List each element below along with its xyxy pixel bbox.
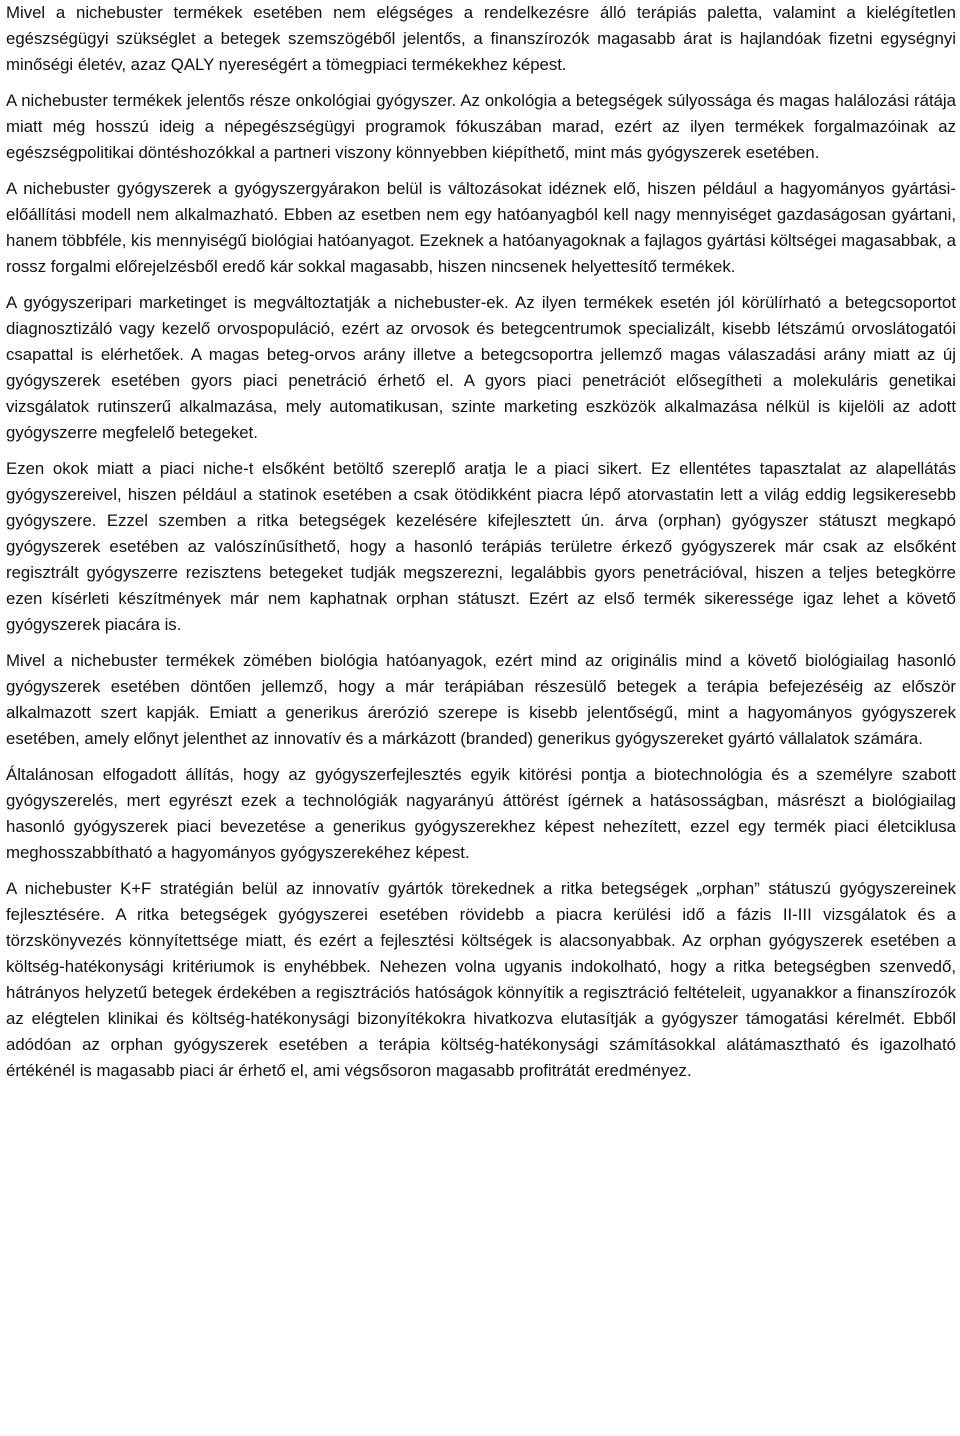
- paragraph-first-mover: Ezen okok miatt a piaci niche-t elsőként betöltő szereplő aratja le a piaci sikert. Ez ellentétes tapasztalat az alapellátás gyógyszereivel, hiszen például a statinok esetében a csak ötödikként piacra lépő atorvastatin lett a világ eddig legsikeresebb gyógyszere. Ezzel szemben a ritka betegségek kezelésére kifejlesztett ún. árva (orphan) gyógyszer státuszt megkapó gyógyszerek esetében az valószínűsíthető, hogy a hasonló terápiás területre érkező gyógyszerek már csak az elsőként regisztrált gyógyszerre rezisztens betegeket tudják megszerezni, legalábbis gyors penetrációval, hiszen a teljes betegkörre ezen kísérleti készítmények már nem kaphatnak orphan státuszt. Ezért az első termék sikeressége igaz lehet a követő gyógyszerek piacára is.: [6, 459, 956, 634]
- paragraph-orphan-drugs: A nichebuster K+F stratégián belül az innovatív gyártók törekednek a ritka betegségek „orphan” státuszú gyógyszereinek fejlesztésére. A ritka betegségek gyógyszerei esetében rövidebb a piacra kerülési idő a fázis II-III vizsgálatok és a törzskönyvezés könnyítettsége miatt, és ezért a fejlesztési költségek is alacsonyabbak. Az orphan gyógyszerek esetében a költség-hatékonysági kritériumok is enyhébbek. Nehezen volna ugyanis indokolható, hogy a ritka betegségben szenvedő, hátrányos helyzetű betegek érdekében a regisztrációs hatóságok könnyítik a regisztráció feltételeit, ugyanakkor a finanszírozók az elégtelen klinikai és költség-hatékonysági bizonyítékokra hivatkozva elutasítják a gyógyszer támogatási kérelmét. Ebből adódóan az orphan gyógyszerek esetében a terápia költség-hatékonysági számításokkal alátámasztható és igazolható értékénél is magasabb piaci ár érhető el, ami végsősoron magasabb profitrátát eredményez.: [6, 879, 956, 1080]
- paragraph-biologics-erosion: Mivel a nichebuster termékek zömében biológia hatóanyagok, ezért mind az originális mind a követő biológiailag hasonló gyógyszerek esetében döntően jellemző, hogy a már terápiában részesülő betegek a terápia befejezéséig az először alkalmazott szert kapják. Emiatt a generikus árerózió szerepe is kisebb jelentőségű, mint a hagyományos gyógyszerek esetében, amely előnyt jelenthet az innovatív és a márkázott (branded) generikus gyógyszereket gyártó vállalatok számára.: [6, 651, 956, 748]
- paragraph-biotechnology: Általánosan elfogadott állítás, hogy az gyógyszerfejlesztés egyik kitörési pontja a biotechnológia és a személyre szabott gyógyszerelés, mert egyrészt ezek a technológiák nagyarányú áttörést ígérnek a hatásosságban, másrészt a biológiailag hasonló gyógyszerek piaci bevezetése a generikus gyógyszerekhez képest nehezített, ezzel egy termék piaci életciklusa meghosszabbítható a hagyományos gyógyszerekéhez képest.: [6, 765, 956, 862]
- paragraph-marketing: A gyógyszeripari marketinget is megváltoztatják a nichebuster-ek. Az ilyen termékek esetén jól körülírható a betegcsoportot diagnosztizáló vagy kezelő orvospopuláció, ezért az orvosok és betegcentrumok specializált, kisebb létszámú orvoslátogatói csapattal is elérhetőek. A magas beteg-orvos arány illetve a betegcsoportra jellemző magas válaszadási arány miatt az új gyógyszerek esetében gyors piaci penetráció érhető el. A gyors piaci penetrációt elősegítheti a molekuláris genetikai vizsgálatok rutinszerű alkalmazása, mely automatikusan, szinte marketing eszközök alkalmazása nélkül is kijelöli az adott gyógyszerre megfelelő betegeket.: [6, 293, 956, 442]
- paragraph-qaly-pricing: Mivel a nichebuster termékek esetében nem elégséges a rendelkezésre álló terápiás paletta, valamint a kielégítetlen egészségügyi szükséglet a betegek szemszögéből jelentős, a finanszírozók magasabb árat is hajlandóak fizetni egységnyi minőségi életév, azaz QALY nyereségért a tömegpiaci termékekhez képest.: [6, 3, 956, 74]
- paragraph-oncology: A nichebuster termékek jelentős része onkológiai gyógyszer. Az onkológia a betegségek súlyossága és magas halálozási rátája miatt még hosszú ideig a népegészségügyi programok fókuszában marad, ezért az ilyen termékek forgalmazóinak az egészségpolitikai döntéshozókkal a partneri viszony könnyebben kiépíthető, mint más gyógyszerek esetében.: [6, 91, 956, 162]
- paragraph-manufacturing: A nichebuster gyógyszerek a gyógyszergyárakon belül is változásokat idéznek elő, hiszen például a hagyományos gyártási-előállítási modell nem alkalmazható. Ebben az esetben nem egy hatóanyagból kell nagy mennyiséget gazdaságosan gyártani, hanem többféle, kis mennyiségű biológiai hatóanyagot. Ezeknek a hatóanyagoknak a fajlagos gyártási költségei magasabbak, a rossz forgalmi előrejelzésből eredő kár sokkal magasabb, hiszen nincsenek helyettesítő termékek.: [6, 179, 956, 276]
